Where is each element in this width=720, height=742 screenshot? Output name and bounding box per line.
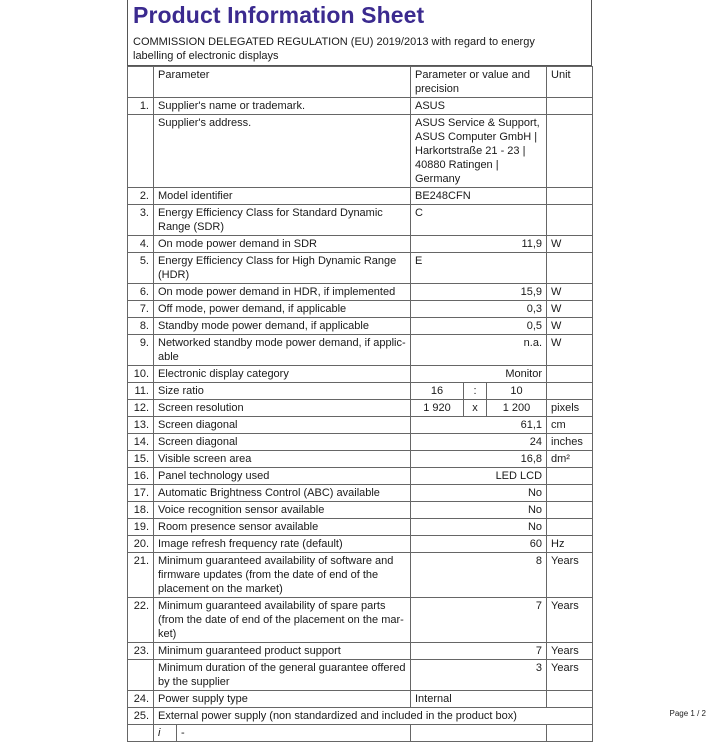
row-value: 60 [411,536,547,553]
table-row [128,366,593,383]
row-number: 24. [128,691,154,708]
table-row [128,434,593,451]
row-number [128,115,154,188]
row-number [128,725,154,742]
row-value: Monitor [411,366,547,383]
table-row [128,598,593,643]
row-parameter: Off mode, power demand, if applicable [154,301,411,318]
row-parameter: Panel technology used [154,468,411,485]
row-unit [547,205,593,236]
row-number: 21. [128,553,154,598]
table-row [128,519,593,536]
row-number: 17. [128,485,154,502]
row-value: No [411,502,547,519]
row-unit: cm [547,417,593,434]
row-number: 20. [128,536,154,553]
row-number: 19. [128,519,154,536]
row-parameter: Size ratio [154,383,411,400]
row-unit: W [547,335,593,366]
row-number: 11. [128,383,154,400]
row-parameter: Screen diagonal [154,417,411,434]
row-unit: Hz [547,536,593,553]
row-parameter: Electronic display category [154,366,411,383]
row-number: 15. [128,451,154,468]
row-unit: Years [547,598,593,643]
row-parameter: Screen resolution [154,400,411,417]
row-parameter: Image refresh frequency rate (default) [154,536,411,553]
row-unit [547,253,593,284]
row-unit: W [547,318,593,335]
table-row [128,335,593,366]
row-unit: Years [547,643,593,660]
row-value-b: 1 200 [487,400,547,417]
row-value: 0,5 [411,318,547,335]
row-unit [547,468,593,485]
table-row [128,468,593,485]
row-parameter: Room presence sensor available [154,519,411,536]
table-row [128,301,593,318]
row-unit [547,98,593,115]
table-header-row [128,67,593,98]
row-number: 8. [128,318,154,335]
table-row [128,284,593,301]
row-value [411,725,547,742]
header-parameter: Parameter [154,67,411,98]
row-unit: W [547,236,593,253]
row-number: 6. [128,284,154,301]
table-row [128,253,593,284]
table-row [128,98,593,115]
row-parameter: Energy Efficiency Class for High Dynamic Range (HDR) [154,253,411,284]
row-number: 12. [128,400,154,417]
row-parameter: Model identifier [154,188,411,205]
row-value: E [411,253,547,284]
row-unit [547,502,593,519]
row-value: No [411,519,547,536]
row-parameter: Standby mode power demand, if applicable [154,318,411,335]
row-number [128,660,154,691]
row-number: 13. [128,417,154,434]
row-parameter: External power supply (non standardized and included in the product box) [154,708,593,725]
row-unit: inches [547,434,593,451]
row-unit: pixels [547,400,593,417]
row-value: 15,9 [411,284,547,301]
row-unit: W [547,284,593,301]
row-parameter: Energy Efficiency Class for Standard Dynamic Range (SDR) [154,205,411,236]
row-unit: W [547,301,593,318]
header-value: Parameter or value and precision [411,67,547,98]
row-unit [547,725,593,742]
row-value: 61,1 [411,417,547,434]
page-title: Product Information Sheet [133,2,425,28]
table-row [128,553,593,598]
table-row [128,115,593,188]
row-parameter: On mode power demand in HDR, if implemented [154,284,411,301]
row-unit [547,519,593,536]
table-row [128,236,593,253]
row-index-dash: - [181,727,185,739]
row-number: 14. [128,434,154,451]
table-row [128,502,593,519]
row-unit: Years [547,553,593,598]
row-parameter: Supplier's name or trademark. [154,98,411,115]
row-value: n.a. [411,335,547,366]
table-row [128,725,593,742]
row-unit [547,691,593,708]
row-value: 11,9 [411,236,547,253]
table-row [128,451,593,468]
row-unit [547,366,593,383]
row-value: ASUS Service & Support, ASUS Computer GmbH | Harkortstraße 21 - 23 | 40880 Ratingen | Germany [411,115,547,188]
row-value: 7 [411,598,547,643]
row-value: 7 [411,643,547,660]
table-row [128,400,593,417]
row-number: 16. [128,468,154,485]
row-parameter: Automatic Brightness Control (ABC) available [154,485,411,502]
row-unit [547,115,593,188]
row-number: 10. [128,366,154,383]
row-unit [547,383,593,400]
row-value-separator: : [464,383,487,400]
row-parameter: Screen diagonal [154,434,411,451]
row-value: 16,8 [411,451,547,468]
row-unit [547,485,593,502]
row-value-b: 10 [487,383,547,400]
row-parameter: Supplier's address. [154,115,411,188]
regulation-subtitle: COMMISSION DELEGATED REGULATION (EU) 2019/2013 with regard to energy labelling of electronic displays [133,36,535,62]
row-value: C [411,205,547,236]
row-value: 8 [411,553,547,598]
row-value-a: 1 920 [411,400,464,417]
table-row [128,318,593,335]
row-unit: dm² [547,451,593,468]
row-parameter: Networked standby mode power demand, if applic-able [154,335,411,366]
row-number: 2. [128,188,154,205]
row-number: 23. [128,643,154,660]
row-value: BE248CFN [411,188,547,205]
table-row [128,383,593,400]
row-index-label: i [154,725,177,741]
row-value: 3 [411,660,547,691]
product-info-table [127,66,593,742]
row-value: ASUS [411,98,547,115]
table-row [128,188,593,205]
row-parameter: On mode power demand in SDR [154,236,411,253]
table-row [128,205,593,236]
row-number: 4. [128,236,154,253]
table-row [128,536,593,553]
row-number: 9. [128,335,154,366]
row-parameter: Minimum duration of the general guarantee offered by the supplier [154,660,411,691]
table-row [128,691,593,708]
row-number: 25. [128,708,154,725]
page-number: Page 1 / 2 [669,709,706,718]
row-value: LED LCD [411,468,547,485]
header-number [128,67,154,98]
row-value: 0,3 [411,301,547,318]
row-parameter: Power supply type [154,691,411,708]
row-value: Internal [411,691,547,708]
table-row [128,643,593,660]
row-number: 1. [128,98,154,115]
table-row [128,660,593,691]
row-number: 22. [128,598,154,643]
row-number: 18. [128,502,154,519]
row-parameter: Minimum guaranteed product support [154,643,411,660]
row-unit: Years [547,660,593,691]
row-value-a: 16 [411,383,464,400]
row-number: 5. [128,253,154,284]
row-value-separator: x [464,400,487,417]
table-row [128,485,593,502]
table-row [128,708,593,725]
row-parameter: Minimum guaranteed availability of software and firmware updates (from the date of end of the placement on the market) [154,553,411,598]
row-parameter: Voice recognition sensor available [154,502,411,519]
row-parameter: Visible screen area [154,451,411,468]
header-unit: Unit [547,67,593,98]
row-parameter: Minimum guaranteed availability of spare parts (from the date of end of the placement on the mar-ket) [154,598,411,643]
row-value: No [411,485,547,502]
row-number: 7. [128,301,154,318]
row-sub-table [154,725,410,741]
row-unit [547,188,593,205]
row-sub-cell [154,725,411,742]
row-value: 24 [411,434,547,451]
table-row [128,417,593,434]
row-number: 3. [128,205,154,236]
